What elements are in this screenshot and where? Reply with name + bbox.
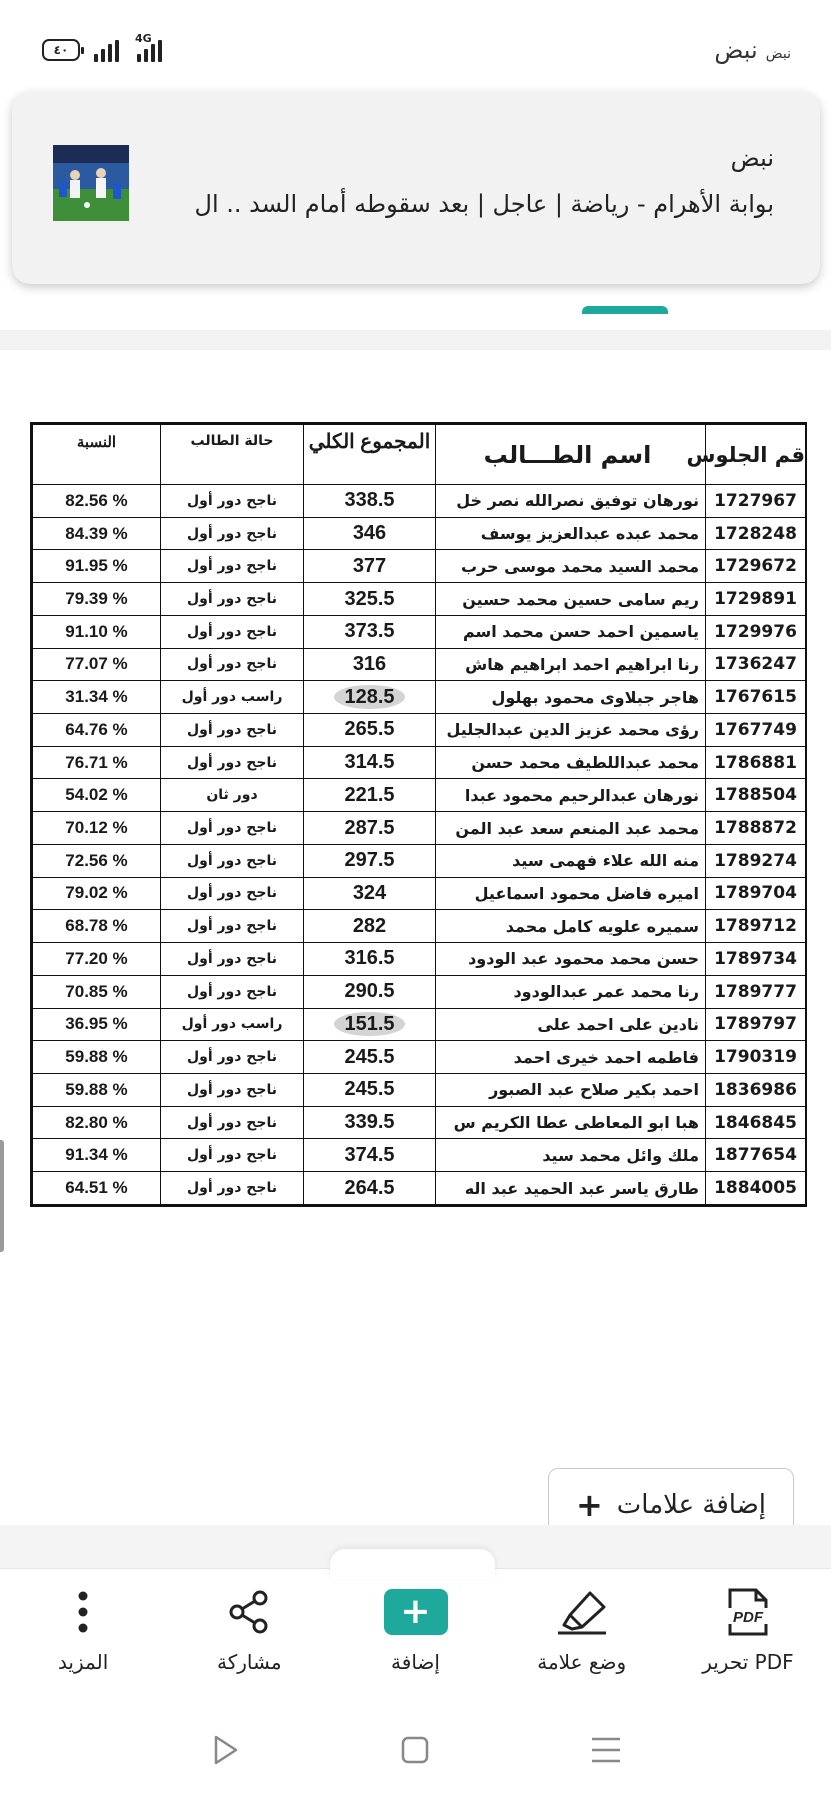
total-cell — [304, 681, 436, 714]
name-cell: منه الله علاء فهمى سيد — [436, 844, 706, 877]
table-row — [33, 812, 806, 845]
plus-icon: + — [575, 1486, 603, 1524]
percent-cell: 31.34 % — [33, 681, 161, 714]
toolbar-highlight-label: وضع علامة — [537, 1650, 627, 1674]
total-cell: 287.5 — [304, 812, 436, 845]
table-row — [33, 844, 806, 877]
percent-cell: 79.02 % — [33, 877, 161, 910]
name-cell: نورهان عبدالرحيم محمود عبدا — [436, 779, 706, 812]
status-cell: ناجح دور أول — [161, 877, 304, 910]
total-cell: 346 — [304, 517, 436, 550]
total-cell: 265.5 — [304, 714, 436, 747]
menu-icon[interactable] — [586, 1730, 626, 1770]
percent-cell: 70.12 % — [33, 812, 161, 845]
status-cell: ناجح دور أول — [161, 648, 304, 681]
toolbar-add-label: إضافة — [391, 1650, 440, 1674]
signal-icon — [94, 38, 119, 62]
seat-cell: 1789704 — [706, 877, 806, 910]
toolbar-share-label: مشاركة — [217, 1650, 282, 1674]
highlighter-icon — [556, 1588, 608, 1636]
table-row — [33, 746, 806, 779]
status-cell: ناجح دور أول — [161, 975, 304, 1008]
status-cell: ناجح دور أول — [161, 746, 304, 779]
seat-cell: 1789274 — [706, 844, 806, 877]
percent-cell: 82.80 % — [33, 1106, 161, 1139]
signal-4g-icon — [135, 32, 162, 62]
table-row — [33, 714, 806, 747]
seat-cell: 1789712 — [706, 910, 806, 943]
table-row — [33, 1139, 806, 1172]
total-cell: 316 — [304, 648, 436, 681]
battery-level: ٤٠ — [53, 43, 69, 57]
table-row — [33, 1106, 806, 1139]
name-cell: رنا محمد عمر عبدالودود — [436, 975, 706, 1008]
seat-cell: 1884005 — [706, 1172, 806, 1205]
table-header-row — [33, 425, 806, 485]
toolbar-pdf-edit-label: تحرير PDF — [702, 1650, 794, 1674]
percent-cell: 76.71 % — [33, 746, 161, 779]
status-icons — [42, 32, 162, 62]
table-row — [33, 1073, 806, 1106]
name-cell: هاجر جبلاوى محمود بهلول — [436, 681, 706, 714]
total-cell: 324 — [304, 877, 436, 910]
status-cell: ناجح دور أول — [161, 550, 304, 583]
total-cell: 245.5 — [304, 1073, 436, 1106]
name-cell: محمد عبداللطيف محمد حسن — [436, 746, 706, 779]
table-row — [33, 550, 806, 583]
percent-cell: 68.78 % — [33, 910, 161, 943]
total-cell: 339.5 — [304, 1106, 436, 1139]
bottom-toolbar — [0, 1570, 831, 1680]
header-status: حالة الطالب — [161, 425, 304, 485]
status-cell: ناجح دور أول — [161, 714, 304, 747]
name-cell: ياسمين احمد حسن محمد اسم — [436, 615, 706, 648]
table-row — [33, 517, 806, 550]
header-seat: قم الجلوس — [706, 425, 806, 485]
seat-cell: 1877654 — [706, 1139, 806, 1172]
table-row — [33, 779, 806, 812]
table-row — [33, 485, 806, 518]
total-cell: 325.5 — [304, 583, 436, 616]
name-cell: احمد بكير صلاح عبد الصبور — [436, 1073, 706, 1106]
active-tab-indicator — [582, 306, 668, 314]
header-total: المجموع الكلي — [304, 425, 436, 485]
table-row — [33, 1041, 806, 1074]
percent-cell: 91.10 % — [33, 615, 161, 648]
percent-cell: 70.85 % — [33, 975, 161, 1008]
header-percent: النسبة — [33, 425, 161, 485]
svg-text:PDF: PDF — [732, 1609, 763, 1626]
name-cell: اميره فاضل محمود اسماعيل — [436, 877, 706, 910]
table-row — [33, 943, 806, 976]
table-row — [33, 648, 806, 681]
status-cell: ناجح دور أول — [161, 943, 304, 976]
notification-card[interactable] — [12, 92, 820, 284]
table-row — [33, 615, 806, 648]
back-icon[interactable] — [205, 1730, 245, 1770]
name-cell: محمد عبد المنعم سعد عبد المن — [436, 812, 706, 845]
status-cell: راسب دور أول — [161, 1008, 304, 1041]
seat-cell: 1728248 — [706, 517, 806, 550]
status-bar — [0, 0, 831, 100]
name-cell: رنا ابراهيم احمد ابراهيم هاش — [436, 648, 706, 681]
status-app-name-large: نبض — [714, 36, 758, 64]
battery-icon — [42, 39, 80, 61]
status-cell: ناجح دور أول — [161, 517, 304, 550]
document-page — [30, 422, 807, 1207]
seat-cell: 1789734 — [706, 943, 806, 976]
results-table — [32, 424, 806, 1205]
name-cell: ريم سامى حسين محمد حسين — [436, 583, 706, 616]
percent-cell: 91.95 % — [33, 550, 161, 583]
name-cell: ملك وائل محمد سيد — [436, 1139, 706, 1172]
name-cell: محمد عبده عبدالعزيز يوسف — [436, 517, 706, 550]
home-icon[interactable] — [395, 1730, 435, 1770]
status-cell: ناجح دور أول — [161, 910, 304, 943]
seat-cell: 1789777 — [706, 975, 806, 1008]
name-cell: فاطمه احمد خيرى احمد — [436, 1041, 706, 1074]
total-cell: 377 — [304, 550, 436, 583]
status-app-name-small: نبض — [765, 46, 791, 62]
percent-cell: 72.56 % — [33, 844, 161, 877]
total-cell: 316.5 — [304, 943, 436, 976]
seat-cell: 1790319 — [706, 1041, 806, 1074]
toolbar-pdf-edit[interactable] — [665, 1570, 831, 1680]
more-vertical-icon — [76, 1588, 90, 1636]
status-cell: راسب دور أول — [161, 681, 304, 714]
percent-cell: 54.02 % — [33, 779, 161, 812]
status-cell: ناجح دور أول — [161, 1139, 304, 1172]
status-cell: ناجح دور أول — [161, 485, 304, 518]
seat-cell: 1729891 — [706, 583, 806, 616]
percent-cell: 64.51 % — [33, 1172, 161, 1205]
seat-cell: 1767749 — [706, 714, 806, 747]
name-cell: سميره علويه كامل محمد — [436, 910, 706, 943]
toolbar-add[interactable] — [332, 1570, 498, 1680]
share-icon — [228, 1588, 270, 1636]
total-cell: 245.5 — [304, 1041, 436, 1074]
add-annotations-label: إضافة علامات — [616, 1490, 767, 1520]
status-cell: ناجح دور أول — [161, 844, 304, 877]
name-cell: نورهان توفيق نصرالله نصر خل — [436, 485, 706, 518]
seat-cell: 1788872 — [706, 812, 806, 845]
table-row — [33, 583, 806, 616]
percent-cell: 59.88 % — [33, 1073, 161, 1106]
scroll-handle[interactable] — [0, 1140, 4, 1252]
status-cell: ناجح دور أول — [161, 1073, 304, 1106]
table-row — [33, 681, 806, 714]
name-cell: طارق ياسر عبد الحميد عبد اله — [436, 1172, 706, 1205]
system-nav-bar — [0, 1720, 831, 1780]
total-cell: 221.5 — [304, 779, 436, 812]
seat-cell: 1846845 — [706, 1106, 806, 1139]
notification-text: بوابة الأهرام - رياضة | عاجل | بعد سقوطه أمام السد .. ال — [194, 190, 774, 218]
status-cell: ناجح دور أول — [161, 583, 304, 616]
add-icon: + — [384, 1588, 448, 1636]
highlighted-total: 151.5 — [334, 1012, 404, 1036]
total-cell: 264.5 — [304, 1172, 436, 1205]
table-row — [33, 877, 806, 910]
network-type: 4G — [135, 32, 152, 45]
seat-cell: 1836986 — [706, 1073, 806, 1106]
seat-cell: 1736247 — [706, 648, 806, 681]
seat-cell: 1767615 — [706, 681, 806, 714]
total-cell: 373.5 — [304, 615, 436, 648]
pdf-icon — [726, 1588, 770, 1636]
seat-cell: 1789797 — [706, 1008, 806, 1041]
total-cell: 290.5 — [304, 975, 436, 1008]
seat-cell: 1729976 — [706, 615, 806, 648]
status-cell: ناجح دور أول — [161, 1041, 304, 1074]
table-row — [33, 1008, 806, 1041]
status-cell: ناجح دور أول — [161, 1172, 304, 1205]
name-cell: هبا ابو المعاطى عطا الكريم س — [436, 1106, 706, 1139]
toolbar-more[interactable] — [0, 1570, 166, 1680]
percent-cell: 82.56 % — [33, 485, 161, 518]
percent-cell: 79.39 % — [33, 583, 161, 616]
toolbar-share[interactable] — [166, 1570, 332, 1680]
total-cell: 297.5 — [304, 844, 436, 877]
separator — [0, 330, 831, 350]
seat-cell: 1729672 — [706, 550, 806, 583]
status-cell: ناجح دور أول — [161, 812, 304, 845]
status-app-name — [714, 36, 791, 64]
percent-cell: 77.20 % — [33, 943, 161, 976]
percent-cell: 36.95 % — [33, 1008, 161, 1041]
toolbar-highlight[interactable] — [499, 1570, 665, 1680]
notification-app-name: نبض — [730, 144, 774, 172]
header-name: اسم الطـــالب — [436, 425, 706, 485]
percent-cell: 91.34 % — [33, 1139, 161, 1172]
percent-cell: 64.76 % — [33, 714, 161, 747]
total-cell: 282 — [304, 910, 436, 943]
table-row — [33, 1172, 806, 1205]
total-cell: 314.5 — [304, 746, 436, 779]
total-cell — [304, 1008, 436, 1041]
status-cell: ناجح دور أول — [161, 1106, 304, 1139]
seat-cell: 1788504 — [706, 779, 806, 812]
name-cell: حسن محمد محمود عبد الودود — [436, 943, 706, 976]
table-row — [33, 910, 806, 943]
table-row — [33, 975, 806, 1008]
percent-cell: 77.07 % — [33, 648, 161, 681]
highlighted-total: 128.5 — [334, 685, 404, 709]
total-cell: 338.5 — [304, 485, 436, 518]
name-cell: محمد السيد محمد موسى حرب — [436, 550, 706, 583]
name-cell: رؤى محمد عزيز الدين عبدالجليل — [436, 714, 706, 747]
percent-cell: 59.88 % — [33, 1041, 161, 1074]
status-cell: ناجح دور أول — [161, 615, 304, 648]
percent-cell: 84.39 % — [33, 517, 161, 550]
total-cell: 374.5 — [304, 1139, 436, 1172]
toolbar-more-label: المزيد — [57, 1650, 109, 1674]
seat-cell: 1786881 — [706, 746, 806, 779]
name-cell: نادين على احمد على — [436, 1008, 706, 1041]
status-cell: دور ثان — [161, 779, 304, 812]
seat-cell: 1727967 — [706, 485, 806, 518]
